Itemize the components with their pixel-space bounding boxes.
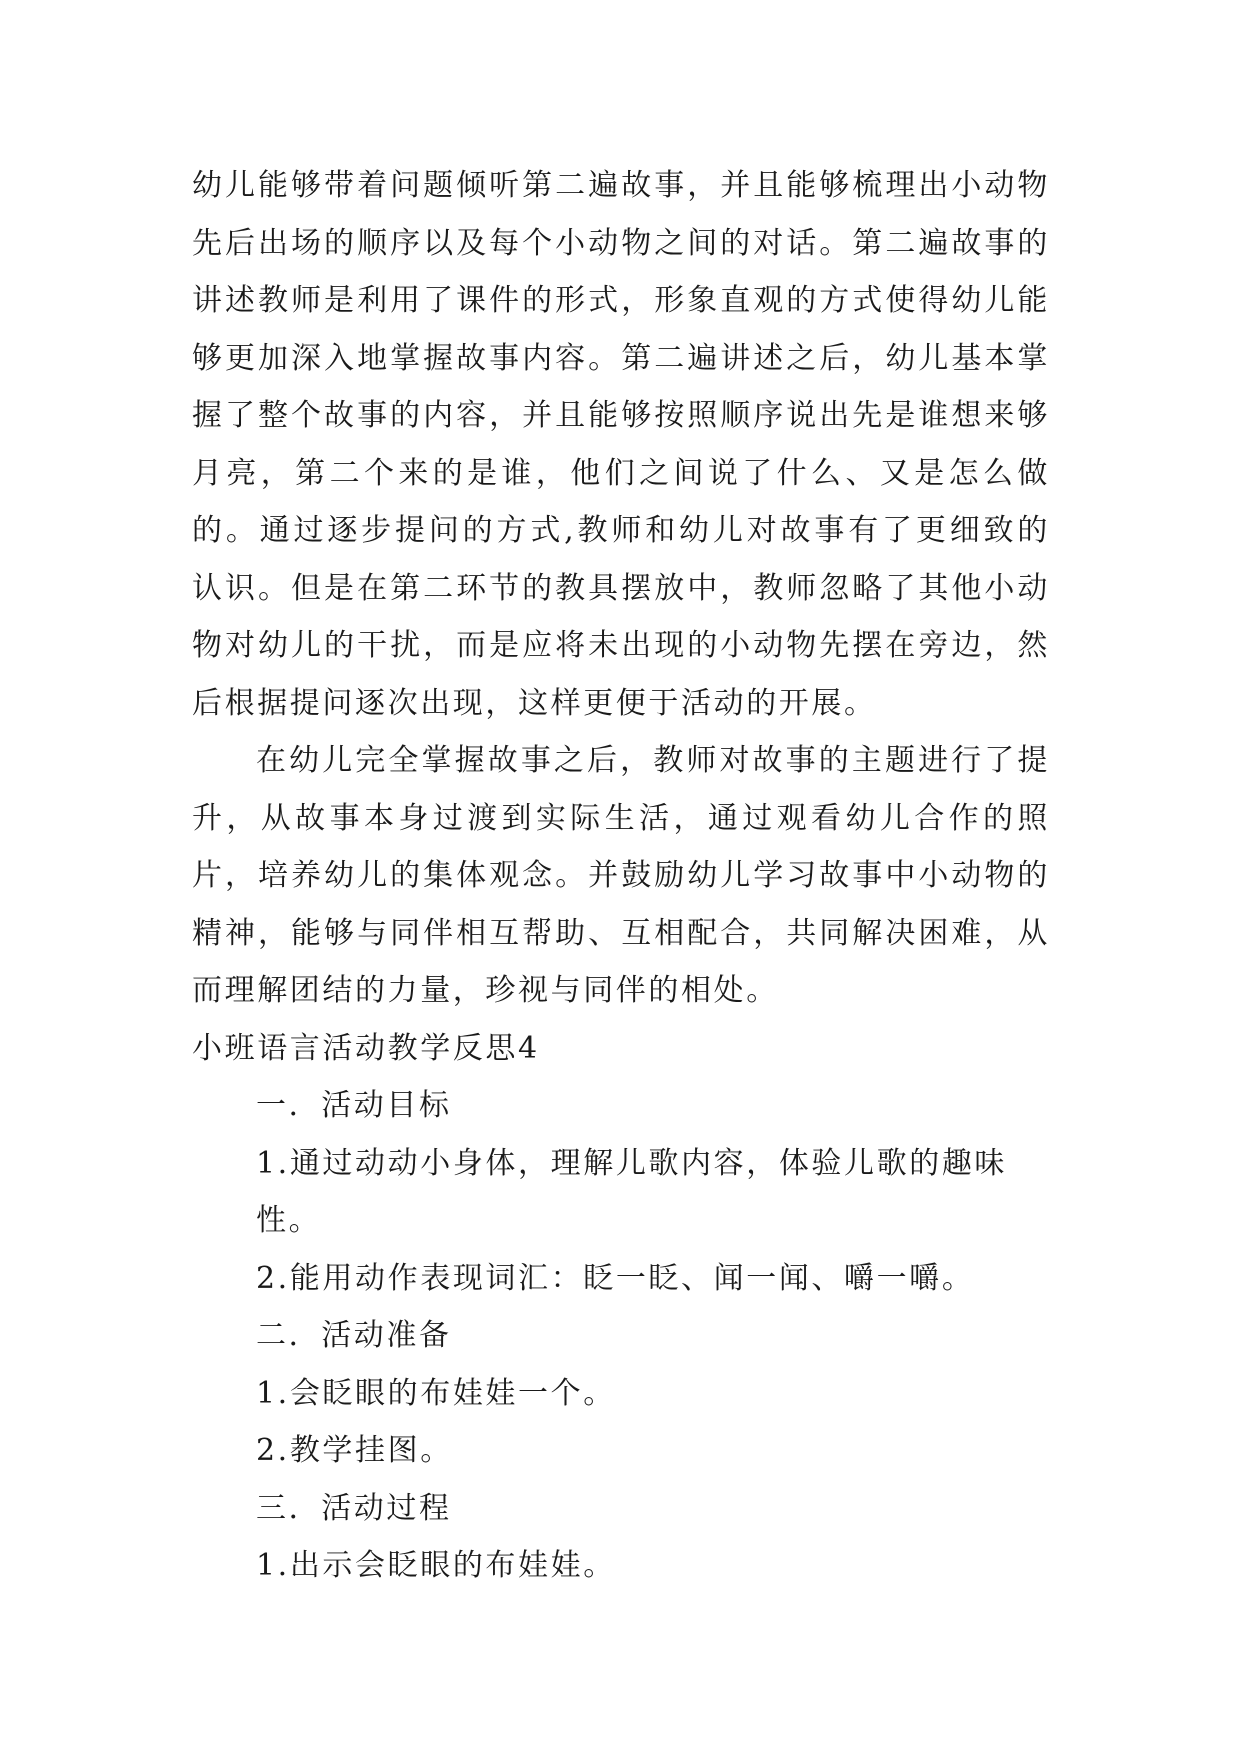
outline-heading-preparation: 二．活动准备 xyxy=(256,1318,452,1353)
outline-heading-goals: 一．活动目标 xyxy=(256,1088,452,1123)
outline-item: 2.教学挂图。 xyxy=(256,1433,453,1468)
outline-item: 1.出示会眨眼的布娃娃。 xyxy=(256,1548,616,1583)
outline-item: 1.会眨眼的布娃娃一个。 xyxy=(256,1375,616,1411)
body-paragraph-1: 幼儿能够带着问题倾听第二遍故事，并且能够梳理出小动物先后出场的顺序以及每个小动物之间的对话。第二遍故事的讲述教师是利用了课件的形式，形象直观的方式使得幼儿能够更加深入地掌握故事内容。第二遍讲述之后，幼儿基本掌握了整个故事的内容，并且能够按照顺序说出先是谁想来够月亮，第二个来的是谁，他们之间说了什么、又是怎么做的。通过逐步提问的方式,教师和幼儿对故事有了更细致的认识。但是在第二环节的教具摆放中，教师忽略了其他小动物对幼儿的干扰，而是应将未出现的小动物先摆在旁边，然后根据提问逐次出现，这样更便于活动的开展。 xyxy=(192,168,1050,721)
body-paragraph-2: 在幼儿完全掌握故事之后，教师对故事的主题进行了提升，从故事本身过渡到实际生活，通过观看幼儿合作的照片，培养幼儿的集体观念。并鼓励幼儿学习故事中小动物的精神，能够与同伴相互帮助、互相配合，共同解决困难，从而理解团结的力量，珍视与同伴的相处。 xyxy=(192,743,1050,1008)
outline-item: 1.通过动动小身体，理解儿歌内容，体验儿歌的趣味性。 xyxy=(256,1145,1008,1238)
outline-heading-process: 三．活动过程 xyxy=(256,1490,452,1526)
section-title: 小班语言活动教学反思4 xyxy=(192,1030,540,1066)
outline-item: 2.能用动作表现词汇：眨一眨、闻一闻、嚼一嚼。 xyxy=(256,1260,975,1296)
document-body xyxy=(192,157,1050,1595)
